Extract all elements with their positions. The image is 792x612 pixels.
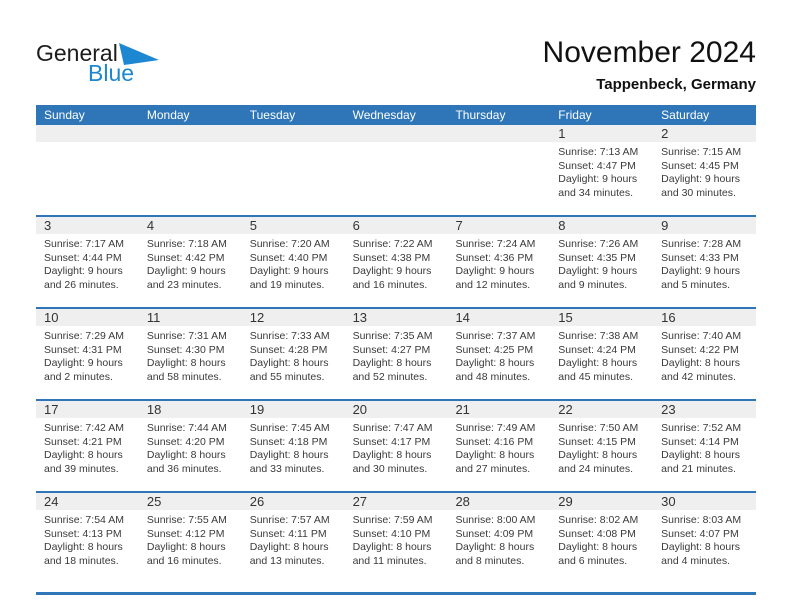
sunrise-text: Sunrise: 7:29 AM (44, 330, 124, 342)
daylight-text: Daylight: 9 hours and 30 minutes. (661, 173, 740, 199)
daylight-text: Daylight: 9 hours and 2 minutes. (44, 357, 123, 383)
daylight-text: Daylight: 8 hours and 16 minutes. (146, 541, 226, 567)
weekday-monday: Monday (146, 108, 190, 122)
day-number: 23 (653, 401, 756, 418)
daylight-text: Daylight: 9 hours and 26 minutes. (44, 265, 123, 291)
day-cell-5 (242, 217, 345, 307)
sunset-text: Sunset: 4:10 PM (352, 527, 431, 540)
sunrise-text: Sunrise: 7:22 AM (352, 238, 433, 250)
day-cell-28 (447, 493, 550, 592)
daylight-text: Daylight: 8 hours and 42 minutes. (661, 357, 740, 383)
daylight-text: Daylight: 8 hours and 21 minutes. (661, 449, 740, 475)
day-number: 29 (550, 493, 653, 510)
day-cell-30 (653, 493, 756, 592)
day-number: 19 (242, 401, 345, 418)
sunset-text: Sunset: 4:36 PM (455, 251, 534, 264)
day-number (447, 125, 550, 142)
sunset-text: Sunset: 4:18 PM (249, 435, 328, 448)
day-cell-4 (139, 217, 242, 307)
sunset-text: Sunset: 4:47 PM (558, 159, 636, 172)
daylight-text: Daylight: 9 hours and 23 minutes. (146, 265, 226, 291)
sunrise-text: Sunrise: 7:57 AM (249, 514, 330, 526)
sunrise-text: Sunrise: 7:52 AM (661, 422, 742, 434)
sunset-text: Sunset: 4:28 PM (249, 343, 328, 356)
sunset-text: Sunset: 4:15 PM (558, 435, 636, 448)
sunrise-text: Sunrise: 7:20 AM (249, 238, 330, 250)
sunrise-text: Sunrise: 7:49 AM (455, 422, 536, 434)
logo-text-general: General (36, 40, 118, 66)
day-cell-9 (653, 217, 756, 307)
day-cell-15 (550, 309, 653, 399)
sunset-text: Sunset: 4:27 PM (352, 343, 431, 356)
sunset-text: Sunset: 4:14 PM (661, 435, 739, 448)
day-cell-12 (242, 309, 345, 399)
sunrise-text: Sunrise: 7:44 AM (146, 422, 227, 434)
table-bottom-border (36, 592, 756, 595)
sunset-text: Sunset: 4:20 PM (146, 435, 225, 448)
day-number: 21 (447, 401, 550, 418)
calendar-table (36, 105, 756, 595)
logo-text-blue: Blue (88, 60, 135, 86)
day-cell-26 (242, 493, 345, 592)
day-cell-7 (447, 217, 550, 307)
sunset-text: Sunset: 4:42 PM (146, 251, 225, 264)
daylight-text: Daylight: 8 hours and 39 minutes. (44, 449, 123, 475)
day-number: 4 (139, 217, 242, 234)
sunrise-text: Sunrise: 8:00 AM (455, 514, 536, 526)
daylight-text: Daylight: 9 hours and 9 minutes. (558, 265, 638, 291)
day-cell-empty (447, 125, 550, 215)
daylight-text: Daylight: 8 hours and 52 minutes. (352, 357, 432, 383)
sunrise-text: Sunrise: 7:31 AM (146, 330, 227, 342)
daylight-text: Daylight: 9 hours and 12 minutes. (455, 265, 535, 291)
day-number: 15 (550, 309, 653, 326)
sunrise-text: Sunrise: 7:38 AM (558, 330, 639, 342)
daylight-text: Daylight: 8 hours and 4 minutes. (661, 541, 740, 567)
day-number: 22 (550, 401, 653, 418)
day-cell-23 (653, 401, 756, 491)
day-cell-11 (139, 309, 242, 399)
daylight-text: Daylight: 9 hours and 34 minutes. (558, 173, 638, 199)
day-cell-1 (550, 125, 653, 215)
daylight-text: Daylight: 8 hours and 58 minutes. (146, 357, 226, 383)
day-number: 24 (36, 493, 139, 510)
sunrise-text: Sunrise: 7:55 AM (146, 514, 227, 526)
day-cell-29 (550, 493, 653, 592)
sunrise-text: Sunrise: 7:37 AM (455, 330, 536, 342)
sunset-text: Sunset: 4:11 PM (249, 527, 327, 540)
daylight-text: Daylight: 8 hours and 6 minutes. (558, 541, 638, 567)
daylight-text: Daylight: 9 hours and 16 minutes. (352, 265, 432, 291)
daylight-text: Daylight: 8 hours and 13 minutes. (249, 541, 329, 567)
sunrise-text: Sunrise: 8:03 AM (661, 514, 742, 526)
day-number (139, 125, 242, 142)
sunrise-text: Sunrise: 7:50 AM (558, 422, 639, 434)
sunset-text: Sunset: 4:12 PM (146, 527, 225, 540)
day-number (36, 125, 139, 142)
day-number: 26 (242, 493, 345, 510)
day-cell-empty (36, 125, 139, 215)
sunset-text: Sunset: 4:17 PM (352, 435, 431, 448)
sunrise-text: Sunrise: 7:40 AM (661, 330, 742, 342)
day-number: 18 (139, 401, 242, 418)
day-cell-10 (36, 309, 139, 399)
day-cell-empty (345, 125, 448, 215)
daylight-text: Daylight: 9 hours and 19 minutes. (249, 265, 329, 291)
sunrise-text: Sunrise: 7:17 AM (44, 238, 124, 250)
sunrise-text: Sunrise: 7:54 AM (44, 514, 124, 526)
weekday-thursday: Thursday (455, 108, 506, 122)
day-number (242, 125, 345, 142)
week-row-2 (36, 215, 756, 307)
sunset-text: Sunset: 4:07 PM (661, 527, 739, 540)
sunset-text: Sunset: 4:25 PM (455, 343, 534, 356)
day-number: 14 (447, 309, 550, 326)
day-cell-14 (447, 309, 550, 399)
sunrise-text: Sunrise: 7:24 AM (455, 238, 536, 250)
sunset-text: Sunset: 4:22 PM (661, 343, 739, 356)
weekday-sunday: Sunday (44, 108, 85, 122)
day-cell-6 (345, 217, 448, 307)
sunset-text: Sunset: 4:30 PM (146, 343, 225, 356)
day-number: 12 (242, 309, 345, 326)
day-number: 13 (345, 309, 448, 326)
day-cell-8 (550, 217, 653, 307)
location-subtitle: Tappenbeck, Germany (596, 76, 756, 93)
sunset-text: Sunset: 4:16 PM (455, 435, 534, 448)
sunset-text: Sunset: 4:35 PM (558, 251, 636, 264)
weekday-wednesday: Wednesday (352, 108, 416, 122)
day-number: 7 (447, 217, 550, 234)
sunrise-text: Sunrise: 7:42 AM (44, 422, 124, 434)
sunset-text: Sunset: 4:45 PM (661, 159, 739, 172)
sunrise-text: Sunrise: 8:02 AM (558, 514, 639, 526)
sunrise-text: Sunrise: 7:13 AM (558, 146, 639, 158)
sunrise-text: Sunrise: 7:28 AM (661, 238, 742, 250)
day-cell-27 (345, 493, 448, 592)
sunset-text: Sunset: 4:09 PM (455, 527, 534, 540)
day-cell-25 (139, 493, 242, 592)
day-cell-3 (36, 217, 139, 307)
sunset-text: Sunset: 4:21 PM (44, 435, 122, 448)
day-cell-20 (345, 401, 448, 491)
sunrise-text: Sunrise: 7:18 AM (146, 238, 227, 250)
day-number (345, 125, 448, 142)
sunrise-text: Sunrise: 7:59 AM (352, 514, 433, 526)
day-cell-13 (345, 309, 448, 399)
day-number: 6 (345, 217, 448, 234)
sunset-text: Sunset: 4:24 PM (558, 343, 636, 356)
day-number: 28 (447, 493, 550, 510)
sunrise-text: Sunrise: 7:33 AM (249, 330, 330, 342)
day-cell-19 (242, 401, 345, 491)
day-number: 17 (36, 401, 139, 418)
day-cell-16 (653, 309, 756, 399)
sunset-text: Sunset: 4:44 PM (44, 251, 122, 264)
sunrise-text: Sunrise: 7:47 AM (352, 422, 433, 434)
weekday-header-row (36, 105, 756, 125)
day-number: 1 (550, 125, 653, 142)
sunset-text: Sunset: 4:31 PM (44, 343, 122, 356)
daylight-text: Daylight: 8 hours and 30 minutes. (352, 449, 432, 475)
daylight-text: Daylight: 8 hours and 27 minutes. (455, 449, 535, 475)
daylight-text: Daylight: 8 hours and 36 minutes. (146, 449, 226, 475)
sunset-text: Sunset: 4:40 PM (249, 251, 328, 264)
week-row-5 (36, 491, 756, 592)
general-blue-logo (36, 40, 176, 84)
day-number: 5 (242, 217, 345, 234)
day-number: 25 (139, 493, 242, 510)
daylight-text: Daylight: 8 hours and 48 minutes. (455, 357, 535, 383)
day-number: 3 (36, 217, 139, 234)
daylight-text: Daylight: 8 hours and 55 minutes. (249, 357, 329, 383)
day-number: 16 (653, 309, 756, 326)
day-cell-empty (139, 125, 242, 215)
sunset-text: Sunset: 4:33 PM (661, 251, 739, 264)
day-number: 8 (550, 217, 653, 234)
daylight-text: Daylight: 9 hours and 5 minutes. (661, 265, 740, 291)
weekday-saturday: Saturday (661, 108, 710, 122)
daylight-text: Daylight: 8 hours and 18 minutes. (44, 541, 123, 567)
day-cell-empty (242, 125, 345, 215)
day-cell-2 (653, 125, 756, 215)
day-number: 2 (653, 125, 756, 142)
day-cell-24 (36, 493, 139, 592)
sunrise-text: Sunrise: 7:15 AM (661, 146, 742, 158)
daylight-text: Daylight: 8 hours and 45 minutes. (558, 357, 638, 383)
day-cell-18 (139, 401, 242, 491)
sunrise-text: Sunrise: 7:26 AM (558, 238, 639, 250)
page-title: November 2024 (542, 36, 756, 69)
day-number: 10 (36, 309, 139, 326)
week-row-1 (36, 125, 756, 215)
sunset-text: Sunset: 4:38 PM (352, 251, 431, 264)
daylight-text: Daylight: 8 hours and 24 minutes. (558, 449, 638, 475)
weekday-friday: Friday (558, 108, 592, 122)
sunset-text: Sunset: 4:08 PM (558, 527, 636, 540)
week-row-3 (36, 307, 756, 399)
day-number: 30 (653, 493, 756, 510)
sunset-text: Sunset: 4:13 PM (44, 527, 122, 540)
daylight-text: Daylight: 8 hours and 8 minutes. (455, 541, 535, 567)
day-cell-22 (550, 401, 653, 491)
daylight-text: Daylight: 8 hours and 11 minutes. (352, 541, 432, 567)
day-cell-17 (36, 401, 139, 491)
daylight-text: Daylight: 8 hours and 33 minutes. (249, 449, 329, 475)
sunrise-text: Sunrise: 7:35 AM (352, 330, 433, 342)
day-number: 27 (345, 493, 448, 510)
day-cell-21 (447, 401, 550, 491)
week-row-4 (36, 399, 756, 491)
weekday-tuesday: Tuesday (249, 108, 296, 122)
day-number: 9 (653, 217, 756, 234)
day-number: 11 (139, 309, 242, 326)
sunrise-text: Sunrise: 7:45 AM (249, 422, 330, 434)
day-number: 20 (345, 401, 448, 418)
